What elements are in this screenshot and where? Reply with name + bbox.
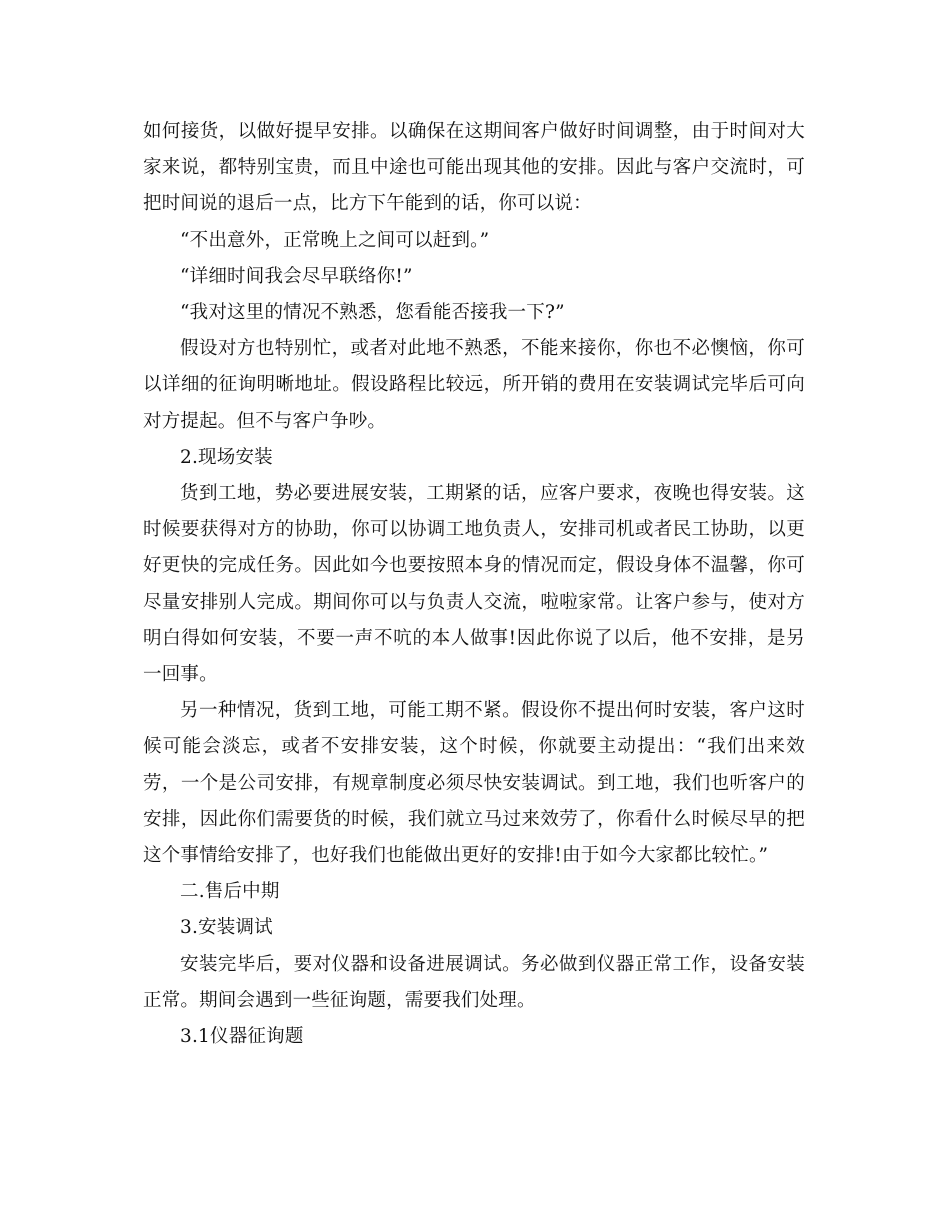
document-page: [143, 114, 805, 1055]
heading-onsite-installation: 2.现场安装: [180, 446, 273, 468]
paragraph-pickup-arrangement: 如何接货，以做好提早安排。以确保在这期间客户做好时间调整，由于时间对大家来说，都特别宝贵，而且中途也可能出现其他的安排。因此与客户交流时，可把时间说的退后一点，比方下午能到的话，你可以说：: [143, 121, 805, 215]
heading-after-sales-mid: 二.售后中期: [180, 881, 280, 903]
paragraph-debugging: 安装完毕后，要对仪器和设备进展调试。务必做到仪器正常工作，设备安装正常。期间会遇到一些征询题，需要我们处理。: [143, 953, 805, 1011]
paragraph-installation-urgent: 货到工地，势必要进展安装，工期紧的话，应客户要求，夜晚也得安装。这时候要获得对方的协助，你可以协调工地负责人，安排司机或者民工协助，以更好更快的完成任务。因此如今也要按照本身的情况而定，假设身体不温馨，你可尽量安排别人完成。期间你可以与负责人交流，啦啦家常。让客户参与，使对方明白得如何安装，不要一声不吭的本人做事!因此你说了以后，他不安排，是另一回事。: [143, 483, 805, 686]
quote-pick-me-up: “我对这里的情况不熟悉，您看能否接我一下?”: [180, 302, 565, 324]
paragraph-installation-not-urgent: 另一种情况，货到工地，可能工期不紧。假设你不提出何时安装，客户这时候可能会淡忘，或者不安排安装，这个时候，你就要主动提出：“我们出来效劳，一个是公司安排，有规章制度必须尽快安装调试。到工地，我们也听客户的安排，因此你们需要货的时候，我们就立马过来效劳了，你看什么时候尽早的把这个事情给安排了，也好我们也能做出更好的安排!由于如今大家都比较忙。”: [143, 700, 805, 867]
heading-instrument-issues: 3.1仪器征询题: [180, 1026, 304, 1048]
heading-installation-debugging: 3.安装调试: [180, 917, 273, 939]
quote-arrive-evening: “不出意外，正常晚上之间可以赶到。”: [180, 229, 490, 251]
quote-contact-soon: “详细时间我会尽早联络你!”: [180, 265, 413, 287]
paragraph-client-busy: 假设对方也特别忙，或者对此地不熟悉，不能来接你，你也不必懊恼，你可以详细的征询明晰地址。假设路程比较远，所开销的费用在安装调试完毕后可向对方提起。但不与客户争吵。: [143, 338, 805, 432]
